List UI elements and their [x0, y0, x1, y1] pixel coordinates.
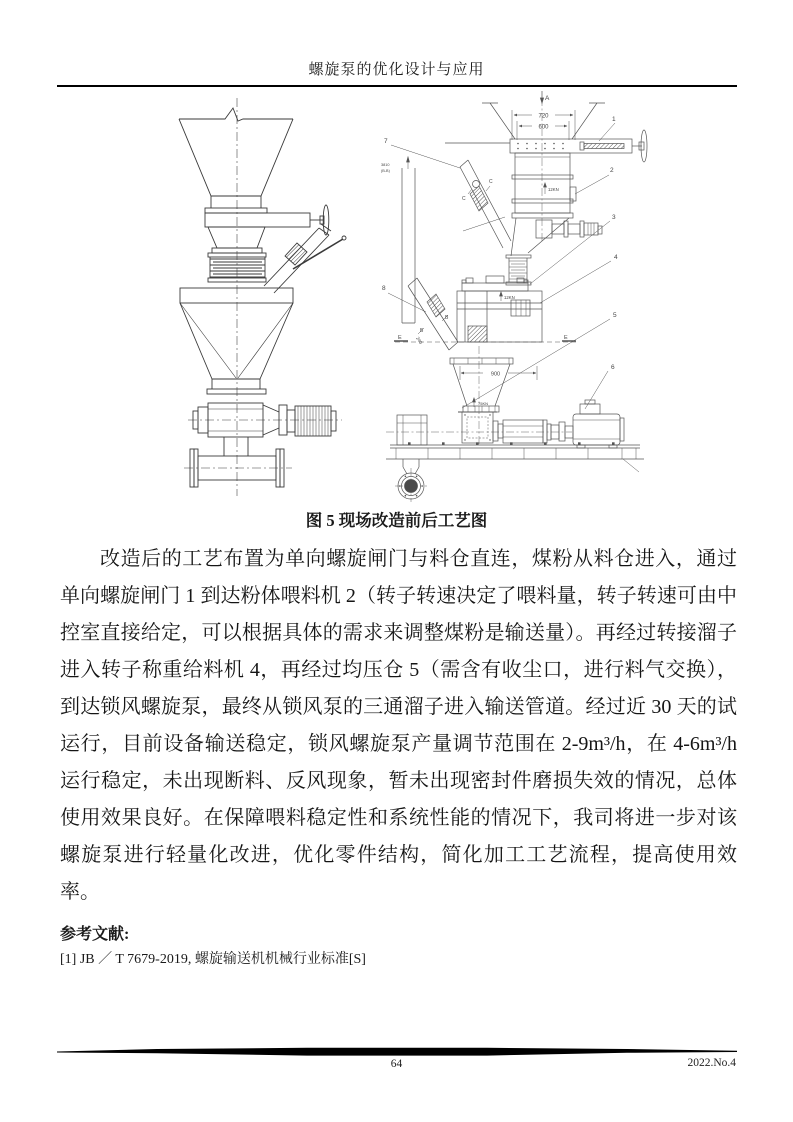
drive-motor — [295, 406, 336, 436]
references-heading: 参考文献: — [60, 926, 130, 943]
footer-issue: 2022.No.4 — [687, 1057, 736, 1069]
powder-feeder-vessel-2 — [512, 153, 576, 218]
svg-text:5: 5 — [613, 312, 617, 319]
section-c-label: C — [462, 196, 466, 202]
svg-text:7: 7 — [384, 138, 388, 145]
bellows-joint — [506, 255, 531, 285]
callout-8 — [382, 285, 426, 312]
diagram-before-modification — [150, 92, 380, 502]
svg-text:1: 1 — [612, 116, 616, 123]
header-rule — [57, 85, 737, 87]
transition-funnel — [208, 227, 265, 253]
section-b-label: B — [420, 328, 424, 334]
dim-240-label: 240 — [415, 335, 424, 345]
page-header-title: 螺旋泵的优化设计与应用 — [308, 62, 485, 78]
level-e-label: E — [398, 335, 402, 341]
rotor-weigh-feeder-3 — [457, 276, 542, 342]
upper-transfer-chute-7 — [460, 160, 511, 248]
section-c-label: C — [489, 179, 493, 185]
inlet-funnel — [482, 103, 605, 139]
callout-6 — [585, 364, 615, 409]
section-a-label: A — [545, 95, 550, 102]
svg-text:3: 3 — [612, 214, 616, 221]
callout-2 — [575, 167, 614, 194]
footer-bar — [57, 1047, 737, 1058]
callout-3 — [530, 214, 616, 284]
section-b-label: B — [445, 315, 449, 321]
load-12kn-label: 12KN — [548, 187, 559, 192]
discharge-tee-pipe — [184, 437, 292, 487]
lower-transfer-chute-8 — [408, 278, 458, 350]
reference-item: [1] JB ／ T 7679-2019, 螺旋输送机机械行业标准[S] — [60, 952, 366, 967]
svg-text:2: 2 — [610, 167, 614, 174]
dimension-900 — [460, 366, 537, 380]
dim-600-label: 600 — [538, 124, 549, 131]
dim-900-label: 900 — [490, 371, 501, 378]
figure-caption: 图 5 现场改造前后工艺图 — [305, 511, 488, 530]
electric-motor — [573, 400, 624, 448]
dim-720-label: 720 — [538, 113, 549, 120]
centerlines — [386, 98, 572, 502]
footer-page-number: 64 — [390, 1058, 403, 1070]
dim-3810-label: 3810 — [381, 163, 390, 167]
body-paragraph: 改造后的工艺布置为单向螺旋闸门与料仓直连，煤粉从料仓进入，通过单向螺旋闸门 1 到达粉体喂料机 2（转子转速决定了喂料量，转子转速可由中控室直接给定，可以根据具体的需求来调整煤粉是输送量）。再经过转接溜子进入转子称重给料机 4，再经过均压仓 5（需含有收尘口，进行料气交换），到达锁风螺旋泵，最终从锁风泵的三通溜子进入输送管道。经过近 30 天的试运行，目前设备输送稳定，锁风螺旋泵产量调节范围在 2-9m³/h，在 4-6m³/h 运行稳定，未出现断料、反风现象，暂未出现密封件磨损失效的情况，总体使用效果良好。在保障喂料稳定性和系统性能的情况下，我司将进一步对该螺旋泵进行轻量化改进，优化零件结构，简化加工工艺流程，提高使用效率。 — [60, 548, 737, 903]
view-bb-label: (B-B) — [381, 169, 390, 173]
screw-pump-body — [188, 403, 342, 437]
discharge-elbow-and-flange — [397, 415, 427, 499]
level-e-label: E — [564, 335, 568, 341]
lock-air-screw-pump-6 — [458, 398, 624, 448]
branch-pipe-with-valve — [264, 224, 346, 293]
svg-text:4: 4 — [614, 254, 618, 261]
load-75kn-label: 75KN — [478, 401, 489, 406]
base-rail — [386, 442, 644, 472]
callout-4 — [540, 254, 618, 303]
svg-text:8: 8 — [382, 285, 386, 292]
main-cone-hopper — [180, 288, 293, 394]
callout-1 — [599, 116, 616, 141]
section-a-arrow — [540, 91, 550, 103]
top-hopper — [179, 108, 293, 213]
vessel-outlet-cone — [511, 218, 602, 256]
svg-text:6: 6 — [611, 364, 615, 371]
load-12kn-label: 12KN — [504, 295, 515, 300]
diagram-after-modification — [378, 90, 668, 510]
bellows-expansion-joint — [208, 253, 266, 282]
dimension-600 — [517, 121, 569, 140]
callout-7 — [384, 138, 460, 168]
